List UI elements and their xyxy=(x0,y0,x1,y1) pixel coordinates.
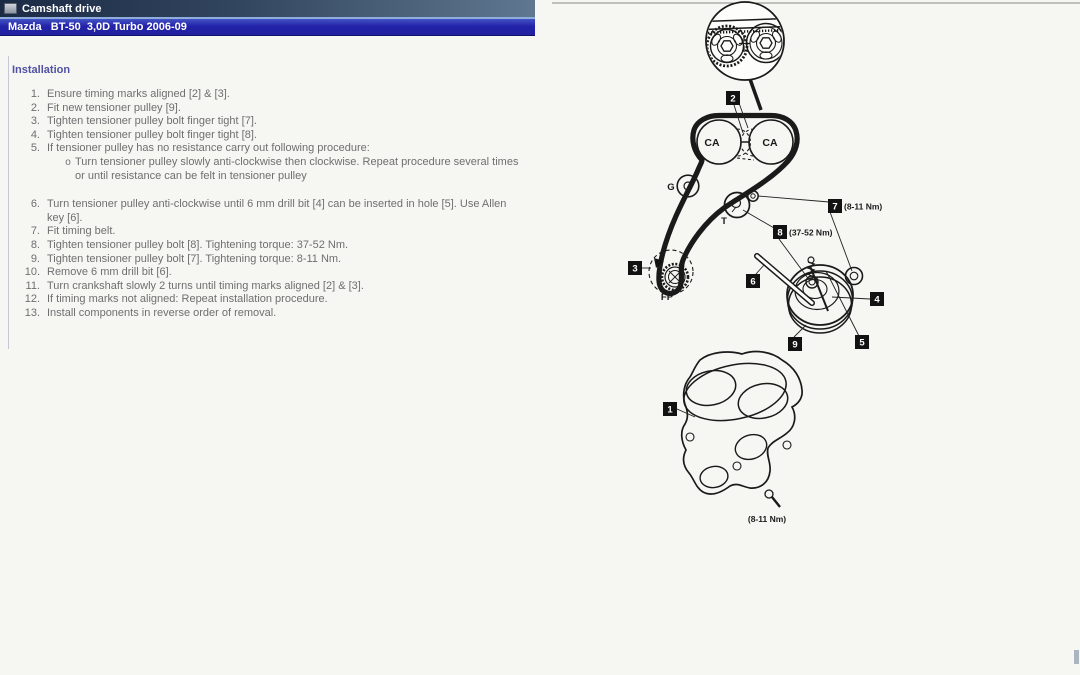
cover-cam-hole-right xyxy=(735,379,791,423)
step-text: Tighten tensioner pulley bolt [7]. Tightening torque: 8-11 Nm. xyxy=(47,252,342,265)
step-number: 3. xyxy=(30,115,40,128)
instruction-step xyxy=(12,129,522,143)
svg-text:2: 2 xyxy=(730,93,736,105)
step-number: 9. xyxy=(30,252,40,265)
step-number: 4. xyxy=(30,128,40,141)
callout-7 xyxy=(828,199,842,213)
instruction-step xyxy=(12,307,522,321)
step-number: 7. xyxy=(30,225,40,238)
svg-text:9: 9 xyxy=(792,339,798,351)
installation-steps-list xyxy=(12,88,522,321)
substep-bullet: o xyxy=(65,156,71,168)
svg-text:6: 6 xyxy=(750,276,756,288)
step-text: Ensure timing marks aligned [2] & [3]. xyxy=(47,88,230,100)
instruction-step xyxy=(12,88,522,102)
step-text: Turn tensioner pulley anti-clockwise until 6 mm drill bit [4] can be inserted in hole [5]. Use Allen key [6]. xyxy=(47,198,507,224)
allen-key xyxy=(757,256,812,303)
svg-text:3: 3 xyxy=(632,263,638,275)
tensioner-bolt-tab xyxy=(846,268,863,285)
step-number: 13. xyxy=(24,306,40,319)
instruction-step xyxy=(12,253,522,267)
model-header-text: Mazda BT-50 3,0D Turbo 2006-09 xyxy=(8,21,187,33)
model-header xyxy=(0,19,535,36)
instruction-step xyxy=(12,142,522,156)
instruction-step xyxy=(12,102,522,116)
section-heading: Installation xyxy=(12,64,71,76)
instruction-substep xyxy=(62,156,522,183)
svg-text:8: 8 xyxy=(777,227,783,239)
instruction-step xyxy=(12,115,522,129)
step-text: If tensioner pulley has no resistance carry out following procedure: xyxy=(47,142,370,155)
step-number: 5. xyxy=(30,142,40,155)
instruction-step xyxy=(12,198,522,225)
cam-left-label: CA xyxy=(704,137,720,149)
guide-pulley-label: G xyxy=(667,182,675,193)
detail-pointer xyxy=(750,79,761,110)
svg-text:7: 7 xyxy=(832,201,838,213)
step-text: Install components in reverse order of removal. xyxy=(47,306,277,319)
callout-leader-lines xyxy=(642,103,870,417)
callout-8 xyxy=(773,225,787,239)
torque-label-cover-bolt: (8-11 Nm) xyxy=(747,514,787,524)
step-number: 8. xyxy=(30,238,40,251)
window-title: Camshaft drive xyxy=(22,2,102,15)
torque-label-bolt7: (8-11 Nm) xyxy=(844,201,883,212)
belt-cover xyxy=(679,352,803,507)
step-text: If timing marks not aligned: Repeat installation procedure. xyxy=(47,293,328,306)
step-text: Tighten tensioner pulley bolt finger tight [8]. xyxy=(47,128,257,141)
step-text: Turn crankshaft slowly 2 turns until timing marks aligned [2] & [3]. xyxy=(47,279,364,292)
callout-2 xyxy=(726,91,740,105)
cover-bolt xyxy=(765,490,780,507)
step-number: 12. xyxy=(24,293,40,306)
step-number: 10. xyxy=(24,266,40,279)
torque-label-bolt8: (37-52 Nm) xyxy=(789,227,833,238)
callout-4 xyxy=(870,292,884,306)
tensioner-pulley-label: T xyxy=(721,216,727,227)
step-text: Tighten tensioner pulley bolt [8]. Tightening torque: 37-52 Nm. xyxy=(47,238,349,251)
callout-3 xyxy=(628,261,642,275)
window-titlebar[interactable] xyxy=(0,0,535,17)
step-number: 11. xyxy=(25,279,40,292)
camshaft-pulley-right xyxy=(749,120,793,164)
step-text: Fit timing belt. xyxy=(47,225,116,238)
substep-text: Turn tensioner pulley slowly anti-clockwise then clockwise. Repeat procedure several times or until resistance can be felt in tensioner pulley xyxy=(75,155,519,182)
step-text: Remove 6 mm drill bit [6]. xyxy=(47,266,172,279)
svg-text:1: 1 xyxy=(667,404,673,416)
instruction-step xyxy=(12,266,522,280)
page-corner-mark xyxy=(1074,650,1079,664)
instruction-step xyxy=(12,280,522,294)
callout-9 xyxy=(788,337,802,351)
svg-text:5: 5 xyxy=(859,337,865,349)
instruction-step xyxy=(12,239,522,253)
step-number: 6. xyxy=(30,198,40,211)
content-left-rule xyxy=(8,56,9,349)
instruction-step xyxy=(12,293,522,307)
step-number: 2. xyxy=(30,101,40,114)
callout-1 xyxy=(663,402,677,416)
svg-text:4: 4 xyxy=(874,294,880,306)
step-text: Fit new tensioner pulley [9]. xyxy=(47,101,181,114)
cam-right-label: CA xyxy=(762,137,778,149)
step-number: 1. xyxy=(30,88,40,100)
tensioner-assembly xyxy=(757,256,863,333)
step-text: Tighten tensioner pulley bolt finger tight [7]. xyxy=(47,115,257,128)
fp-label: FP xyxy=(660,292,674,303)
instruction-step xyxy=(12,225,522,239)
app-icon xyxy=(4,3,17,14)
timing-marks-detail-view xyxy=(705,2,786,110)
callout-6 xyxy=(746,274,760,288)
callout-5 xyxy=(855,335,869,349)
camshaft-pulley-left xyxy=(697,120,741,164)
